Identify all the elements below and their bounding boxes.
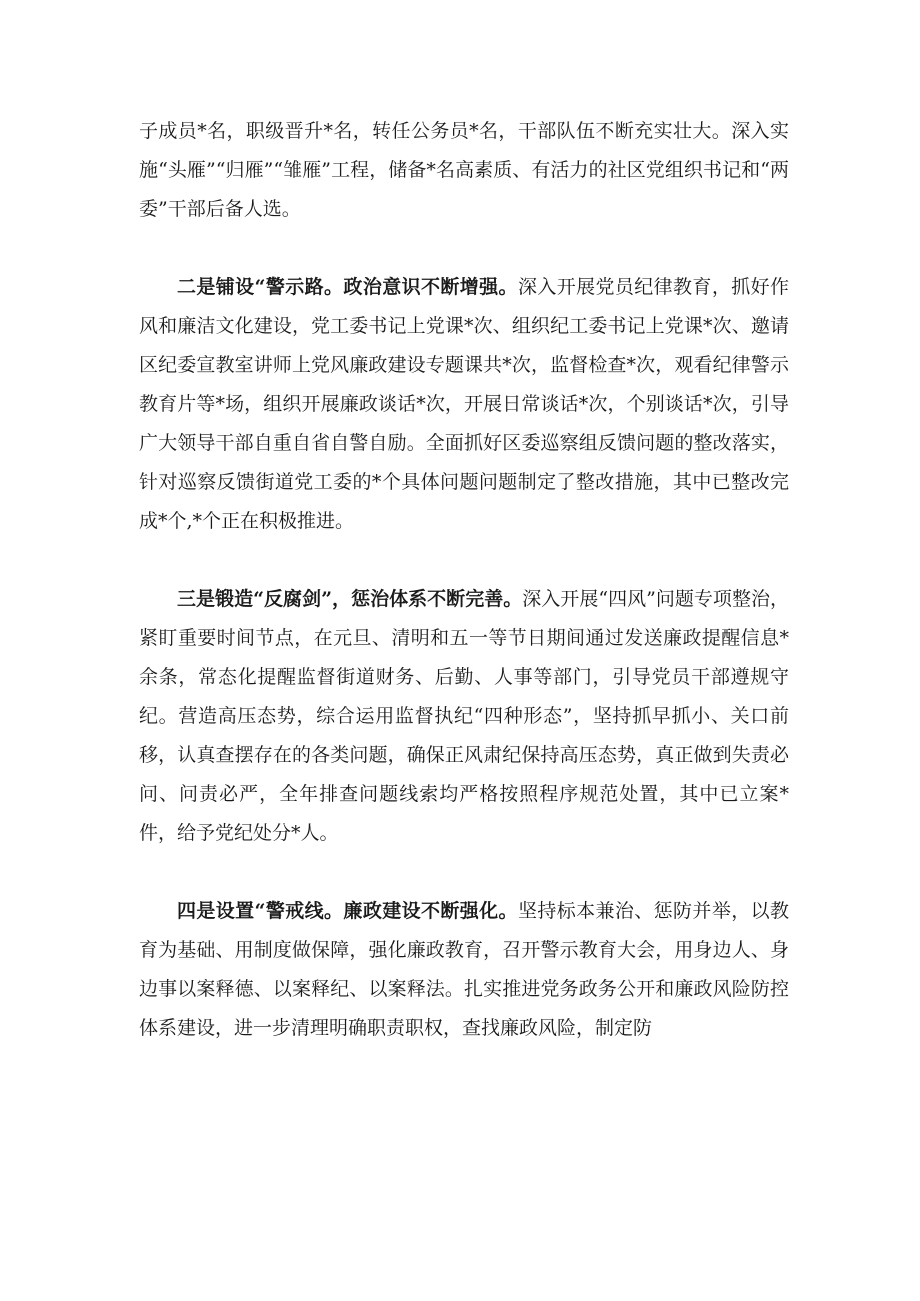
paragraph-2-heading: 二是铺设“警示路。政治意识不断增强。: [177, 276, 518, 298]
paragraph-gap: [139, 541, 789, 580]
paragraph-1-body: 子成员*名，职级晋升*名，转任公务员*名，干部队伍不断充实壮大。深入实施“头雁”“归雁”“雏雁”工程，储备*名高素质、有活力的社区党组织书记和“两委”干部后备人选。: [139, 120, 789, 220]
paragraph-gap: [139, 229, 789, 268]
paragraph-3-heading: 三是锻造“反腐剑”，惩治体系不断完善。: [177, 588, 523, 610]
paragraph-3-body: 深入开展“四风”问题专项整治，紧盯重要时间节点，在元旦、清明和五一等节日期间通过发送廉政提醒信息*余条，常态化提醒监督街道财务、后勤、人事等部门，引导党员干部遵规守纪。营造高压态势，综合运用监督执纪“四种形态”，坚持抓早抓小、关口前移，认真查摆存在的各类问题，确保正风肃纪保持高压态势，真正做到失责必问、问责必严，全年排查问题线索均严格按照程序规范处置，其中已立案*件，给予党纪处分*人。: [139, 588, 789, 844]
paragraph-2-body: 深入开展党员纪律教育，抓好作风和廉洁文化建设，党工委书记上党课*次、组织纪工委书记上党课*次、邀请区纪委宣教室讲师上党风廉政建设专题课共*次，监督检查*次，观看纪律警示教育片等*场，组织开展廉政谈话*次，开展日常谈话*次，个别谈话*次，引导广大领导干部自重自省自警自励。全面抓好区委巡察组反馈问题的整改落实，针对巡察反馈街道党工委的*个具体问题问题制定了整改措施，其中已整改完成*个,*个正在积极推进。: [139, 276, 789, 532]
paragraph-4: [139, 892, 789, 1048]
paragraph-2: [139, 268, 789, 541]
document-body: [139, 112, 789, 1048]
paragraph-4-heading: 四是设置“警戒线。廉政建设不断强化。: [177, 900, 518, 922]
paragraph-gap: [139, 853, 789, 892]
paragraph-3: [139, 580, 789, 853]
paragraph-4-body: 坚持标本兼治、惩防并举，以教育为基础、用制度做保障，强化廉政教育，召开警示教育大会，用身边人、身边事以案释德、以案释纪、以案释法。扎实推进党务政务公开和廉政风险防控体系建设，进一步清理明确职责职权，查找廉政风险，制定防: [139, 900, 789, 1039]
paragraph-1: [139, 112, 789, 229]
